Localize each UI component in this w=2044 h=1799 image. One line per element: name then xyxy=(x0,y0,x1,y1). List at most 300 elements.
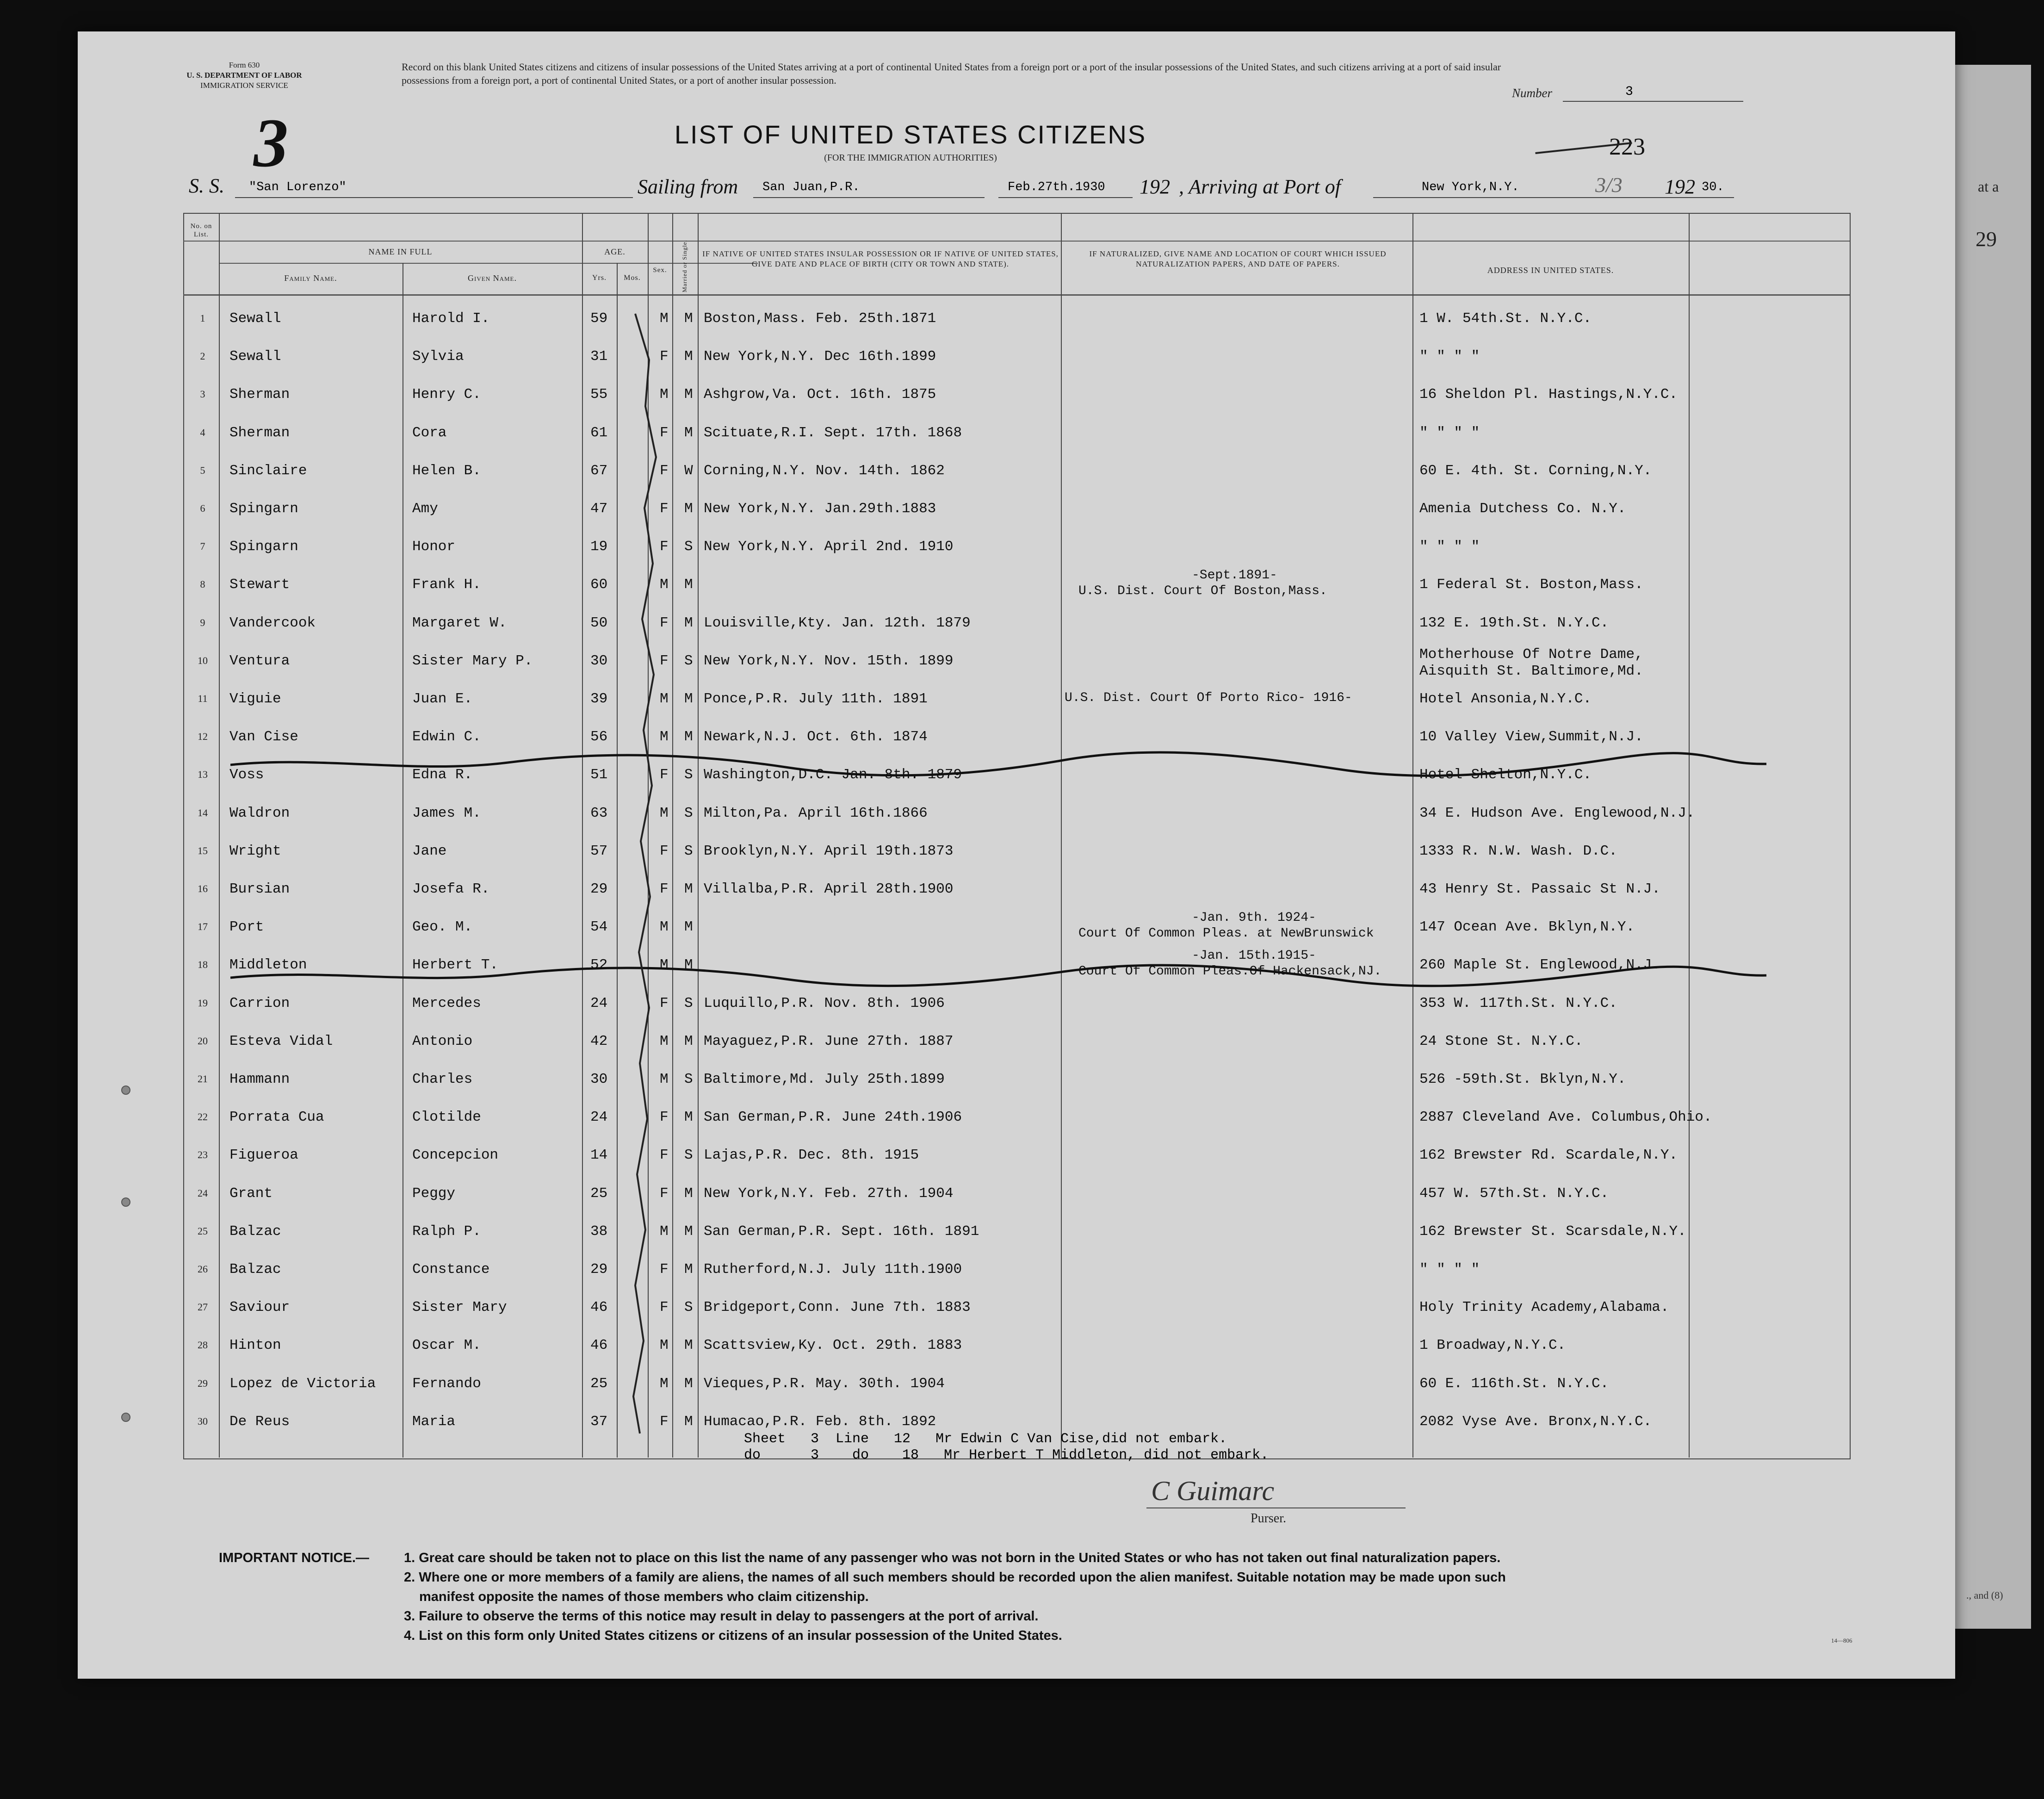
given-name: Concepcion xyxy=(412,1147,499,1164)
number-value: 3 xyxy=(1625,85,1633,99)
age-years: 38 xyxy=(590,1223,608,1240)
marital-status: M xyxy=(684,1033,693,1049)
punch-hole xyxy=(121,1197,130,1207)
year-printed-2: 192 xyxy=(1665,175,1695,198)
table-row xyxy=(183,530,1812,567)
table-row xyxy=(183,1025,1812,1062)
age-years: 51 xyxy=(590,767,608,783)
row-number: 30 xyxy=(198,1415,208,1427)
given-name: Edna R. xyxy=(412,767,473,783)
sex: F xyxy=(660,1413,669,1430)
table-row xyxy=(183,911,1812,948)
table-row xyxy=(183,1367,1812,1404)
birth-place-date: Scattsview,Ky. Oct. 29th. 1883 xyxy=(704,1337,962,1354)
birth-place-date: Newark,N.J. Oct. 6th. 1874 xyxy=(704,729,928,745)
marital-status: M xyxy=(684,386,693,403)
given-name: Helen B. xyxy=(412,462,481,479)
sailing-label: Sailing from xyxy=(638,175,738,198)
address: 10 Valley View,Summit,N.J. xyxy=(1419,729,1643,745)
check-marks xyxy=(617,304,672,1452)
arriving-label: , Arriving at Port of xyxy=(1179,175,1341,198)
header-married-or-single: Married or Single. xyxy=(681,240,688,292)
address: 162 Brewster St. Scarsdale,N.Y. xyxy=(1419,1223,1686,1240)
age-years: 46 xyxy=(590,1299,608,1316)
given-name: Fernando xyxy=(412,1375,481,1392)
ship-name: "San Lorenzo" xyxy=(249,180,347,194)
table-row xyxy=(183,416,1812,453)
birth-place-date: Bridgeport,Conn. June 7th. 1883 xyxy=(704,1299,971,1316)
notice-item-4: 4. List on this form only United States citizens or citizens of an insular possession of the United States. xyxy=(404,1628,1062,1643)
table-row xyxy=(183,302,1812,339)
back-page-text-at-a: at a xyxy=(1978,178,1999,195)
sex: F xyxy=(660,652,669,669)
given-name: Amy xyxy=(412,501,438,517)
age-years: 61 xyxy=(590,424,608,441)
address: 60 E. 4th. St. Corning,N.Y. xyxy=(1419,462,1652,479)
row-number: 13 xyxy=(198,769,208,781)
marital-status: W xyxy=(684,462,693,479)
address: 1 Broadway,N.Y.C. xyxy=(1419,1337,1566,1354)
age-years: 56 xyxy=(590,729,608,745)
row-number: 29 xyxy=(198,1377,208,1389)
year-printed-1: 192 xyxy=(1140,175,1170,198)
age-years: 52 xyxy=(590,957,608,974)
sex: M xyxy=(660,805,669,821)
family-name: Porrata Cua xyxy=(229,1109,324,1126)
header-name-in-full: NAME IN FULL xyxy=(368,247,433,256)
header-rule xyxy=(183,294,1850,296)
age-years: 39 xyxy=(590,691,608,707)
row-number: 21 xyxy=(198,1073,208,1085)
given-name: Frank H. xyxy=(412,577,481,593)
sex: F xyxy=(660,424,669,441)
family-name: Van Cise xyxy=(229,729,298,745)
header-yrs: Yrs. xyxy=(592,274,607,282)
form-instruction: Record on this blank United States citizens and citizens of insular possessions of the United States arriving at a port of continental United States from a foreign port or a port of the insular possessions of the United States, and such citizens arriving at a port of said insular possessions from a foreign port, a port of continental United States, or a port of another insular possession. xyxy=(402,61,1501,86)
birth-place-date: New York,N.Y. Jan.29th.1883 xyxy=(704,501,936,517)
given-name: Herbert T. xyxy=(412,957,499,974)
row-number: 7 xyxy=(200,540,205,552)
form-number: Form 630 xyxy=(229,61,260,69)
purser-label: Purser. xyxy=(1251,1511,1286,1526)
birth-place-date: Villalba,P.R. April 28th.1900 xyxy=(704,881,954,897)
marital-status: M xyxy=(684,1413,693,1430)
address: 526 -59th.St. Bklyn,N.Y. xyxy=(1419,1071,1626,1087)
birth-place-date: Scituate,R.I. Sept. 17th. 1868 xyxy=(704,424,962,441)
address: Hotel Shelton,N.Y.C. xyxy=(1419,767,1592,783)
birth-place-date: Boston,Mass. Feb. 25th.1871 xyxy=(704,310,936,327)
row-number: 28 xyxy=(198,1339,208,1351)
sex: F xyxy=(660,995,669,1011)
address: 2082 Vyse Ave. Bronx,N.Y.C. xyxy=(1419,1413,1652,1430)
family-name: Stewart xyxy=(229,577,290,593)
marital-status: M xyxy=(684,310,693,327)
sex: F xyxy=(660,1185,669,1202)
marital-status: M xyxy=(684,729,693,745)
form-title: LIST OF UNITED STATES CITIZENS xyxy=(674,120,1147,149)
family-name: Port xyxy=(229,919,264,936)
address: Hotel Ansonia,N.Y.C. xyxy=(1419,691,1592,707)
naturalization-date: -Jan. 15th.1915- xyxy=(1192,949,1316,963)
form-code: 14—806 xyxy=(1831,1637,1852,1644)
marital-status: M xyxy=(684,1185,693,1202)
sex: F xyxy=(660,614,669,631)
address: 2887 Cleveland Ave. Columbus,Ohio. xyxy=(1419,1109,1712,1126)
department-line: U. S. DEPARTMENT OF LABOR xyxy=(186,71,302,80)
birth-place-date: Luquillo,P.R. Nov. 8th. 1906 xyxy=(704,995,945,1011)
table-row xyxy=(183,340,1812,377)
table-row xyxy=(183,835,1812,872)
header-given-name: Given Name. xyxy=(468,273,517,283)
birth-place-date: New York,N.Y. Nov. 15th. 1899 xyxy=(704,652,954,669)
given-name: Margaret W. xyxy=(412,614,507,631)
notice-label: IMPORTANT NOTICE.— xyxy=(219,1551,369,1565)
age-years: 25 xyxy=(590,1185,608,1202)
given-name: Honor xyxy=(412,539,456,555)
row-number: 11 xyxy=(198,693,208,704)
marital-status: M xyxy=(684,614,693,631)
family-name: Sewall xyxy=(229,310,281,327)
sailing-underline xyxy=(753,197,985,198)
signature-underline xyxy=(1146,1507,1406,1508)
given-name: Maria xyxy=(412,1413,456,1430)
sex: M xyxy=(660,310,669,327)
age-years: 55 xyxy=(590,386,608,403)
family-name: Esteva Vidal xyxy=(229,1033,333,1049)
notice-item-1: 1. Great care should be taken not to place on this list the name of any passenger who was not born in the United States or who has not taken out final naturalization papers. xyxy=(404,1551,1501,1565)
address: 1333 R. N.W. Wash. D.C. xyxy=(1419,843,1617,859)
table-row xyxy=(183,492,1812,529)
marital-status: M xyxy=(684,501,693,517)
marital-status: S xyxy=(684,1147,693,1164)
sex: F xyxy=(660,348,669,365)
birth-place-date: Humacao,P.R. Feb. 8th. 1892 xyxy=(704,1413,936,1430)
family-name: Voss xyxy=(229,767,264,783)
address: 162 Brewster Rd. Scardale,N.Y. xyxy=(1419,1147,1678,1164)
row-number: 19 xyxy=(198,997,208,1009)
age-years: 14 xyxy=(590,1147,608,1164)
sex: F xyxy=(660,1261,669,1278)
arriving-port: New York,N.Y. xyxy=(1422,180,1519,194)
family-name: Saviour xyxy=(229,1299,290,1316)
naturalization-date: -Jan. 9th. 1924- xyxy=(1192,911,1316,925)
given-name: Juan E. xyxy=(412,691,473,707)
row-number: 10 xyxy=(198,654,208,666)
number-underline xyxy=(1563,101,1743,102)
sex: F xyxy=(660,462,669,479)
age-years: 19 xyxy=(590,539,608,555)
given-name: Ralph P. xyxy=(412,1223,481,1240)
age-years: 29 xyxy=(590,881,608,897)
address: " " " " xyxy=(1419,1261,1480,1278)
marital-status: M xyxy=(684,1261,693,1278)
punch-hole xyxy=(121,1413,130,1422)
row-number: 4 xyxy=(200,426,205,438)
header-address: ADDRESS IN UNITED STATES. xyxy=(1487,266,1614,275)
marital-status: M xyxy=(684,691,693,707)
sex: M xyxy=(660,957,669,974)
sex: F xyxy=(660,1109,669,1126)
family-name: Middleton xyxy=(229,957,307,974)
table-row xyxy=(183,987,1812,1024)
table-row xyxy=(183,1177,1812,1214)
family-name: Bursian xyxy=(229,881,290,897)
marital-status: M xyxy=(684,1375,693,1392)
remarks-line-1: Sheet 3 Line 12 Mr Edwin C Van Cise,did not embark. xyxy=(744,1431,1227,1447)
age-years: 31 xyxy=(590,348,608,365)
row-number: 27 xyxy=(198,1301,208,1313)
row-number: 14 xyxy=(198,806,208,819)
address: 353 W. 117th.St. N.Y.C. xyxy=(1419,995,1617,1011)
age-years: 57 xyxy=(590,843,608,859)
corner-number: 223 xyxy=(1609,134,1645,160)
row-number: 16 xyxy=(198,883,208,894)
back-page-text-29: 29 xyxy=(1976,227,1997,251)
number-label: Number xyxy=(1512,86,1552,100)
sex: M xyxy=(660,1337,669,1354)
family-name: Sinclaire xyxy=(229,462,307,479)
row-number: 3 xyxy=(200,388,205,400)
address: 1 W. 54th.St. N.Y.C. xyxy=(1419,310,1592,327)
age-years: 25 xyxy=(590,1375,608,1392)
arrival-date: 3/3 xyxy=(1595,173,1623,197)
marital-status: M xyxy=(684,1109,693,1126)
family-name: Spingarn xyxy=(229,539,298,555)
birth-place-date: Lajas,P.R. Dec. 8th. 1915 xyxy=(704,1147,919,1164)
family-name: Ventura xyxy=(229,652,290,669)
table-row xyxy=(183,1329,1812,1366)
sex: M xyxy=(660,729,669,745)
marital-status: S xyxy=(684,995,693,1011)
address: Motherhouse Of Notre Dame, xyxy=(1419,646,1643,663)
address: 260 Maple St. Englewood,N.J. xyxy=(1419,957,1660,974)
marital-status: M xyxy=(684,919,693,936)
age-years: 59 xyxy=(590,310,608,327)
birth-place-date: Milton,Pa. April 16th.1866 xyxy=(704,805,928,821)
row-number: 26 xyxy=(198,1263,208,1275)
strike-line-row-18 xyxy=(230,962,1771,989)
row-number: 25 xyxy=(198,1225,208,1237)
remarks-line-2: do 3 do 18 Mr Herbert T Middleton, did not embark. xyxy=(744,1447,1269,1463)
age-years: 37 xyxy=(590,1413,608,1430)
age-years: 67 xyxy=(590,462,608,479)
row-number: 20 xyxy=(198,1035,208,1047)
row-number: 22 xyxy=(198,1111,208,1123)
marital-status: S xyxy=(684,539,693,555)
address: 34 E. Hudson Ave. Englewood,N.J. xyxy=(1419,805,1695,821)
marital-status: M xyxy=(684,1223,693,1240)
row-number: 17 xyxy=(198,921,208,933)
given-name: Clotilde xyxy=(412,1109,481,1126)
header-sex: Sex. xyxy=(653,267,667,274)
family-name: Lopez de Victoria xyxy=(229,1375,376,1392)
given-name: Edwin C. xyxy=(412,729,481,745)
birth-place-date: Louisville,Kty. Jan. 12th. 1879 xyxy=(704,614,971,631)
family-name: Waldron xyxy=(229,805,290,821)
row-number: 9 xyxy=(200,616,205,628)
age-years: 63 xyxy=(590,805,608,821)
notice-item-2-cont: manifest opposite the names of those members who claim citizenship. xyxy=(419,1589,869,1604)
sex: M xyxy=(660,1071,669,1087)
age-years: 50 xyxy=(590,614,608,631)
birth-place-date: Rutherford,N.J. July 11th.1900 xyxy=(704,1261,962,1278)
header-age: AGE. xyxy=(604,247,626,256)
sex: M xyxy=(660,1033,669,1049)
ss-label: S. S. xyxy=(189,174,224,197)
given-name: Geo. M. xyxy=(412,919,473,936)
sex: F xyxy=(660,881,669,897)
given-name: Harold I. xyxy=(412,310,490,327)
given-name: Sister Mary xyxy=(412,1299,507,1316)
sex: M xyxy=(660,919,669,936)
table-row xyxy=(183,607,1812,644)
birth-place-date: Brooklyn,N.Y. April 19th.1873 xyxy=(704,843,954,859)
sex: F xyxy=(660,539,669,555)
table-row xyxy=(183,645,1812,682)
marital-status: M xyxy=(684,577,693,593)
given-name: Mercedes xyxy=(412,995,481,1011)
naturalization-court: U.S. Dist. Court Of Boston,Mass. xyxy=(1078,584,1327,599)
family-name: Figueroa xyxy=(229,1147,298,1164)
family-name: Wright xyxy=(229,843,281,859)
row-number: 18 xyxy=(198,959,208,971)
sex: M xyxy=(660,577,669,593)
table-row xyxy=(183,454,1812,491)
header-subrule xyxy=(219,263,758,264)
address: 60 E. 116th.St. N.Y.C. xyxy=(1419,1375,1609,1392)
family-name: Viguie xyxy=(229,691,281,707)
handwritten-mark: 3 xyxy=(254,105,288,181)
notice-item-2: 2. Where one or more members of a family are aliens, the names of all such members should be recorded upon the alien manifest. Suitable notation may be made upon such xyxy=(404,1570,1506,1585)
row-number: 24 xyxy=(198,1187,208,1199)
address: Holy Trinity Academy,Alabama. xyxy=(1419,1299,1669,1316)
given-name: Henry C. xyxy=(412,386,481,403)
sex: F xyxy=(660,767,669,783)
sex: F xyxy=(660,501,669,517)
birth-place-date: Corning,N.Y. Nov. 14th. 1862 xyxy=(704,462,945,479)
age-years: 46 xyxy=(590,1337,608,1354)
address: 16 Sheldon Pl. Hastings,N.Y.C. xyxy=(1419,386,1678,403)
table-row xyxy=(183,1101,1812,1138)
family-name: De Reus xyxy=(229,1413,290,1430)
given-name: Jane xyxy=(412,843,447,859)
birth-place-date: San German,P.R. June 24th.1906 xyxy=(704,1109,962,1126)
age-years: 30 xyxy=(590,652,608,669)
address: " " " " xyxy=(1419,539,1480,555)
address: 147 Ocean Ave. Bklyn,N.Y. xyxy=(1419,919,1635,936)
address: 43 Henry St. Passaic St N.J. xyxy=(1419,881,1660,897)
sailing-from: San Juan,P.R. xyxy=(762,180,860,194)
address: Amenia Dutchess Co. N.Y. xyxy=(1419,501,1626,517)
given-name: Cora xyxy=(412,424,447,441)
family-name: Spingarn xyxy=(229,501,298,517)
address: " " " " xyxy=(1419,424,1480,441)
family-name: Sewall xyxy=(229,348,281,365)
header-no-on-list: No. on List. xyxy=(190,223,212,238)
sailing-date-underline xyxy=(998,197,1133,198)
row-number: 6 xyxy=(200,502,205,514)
marital-status: M xyxy=(684,881,693,897)
table-row xyxy=(183,797,1812,834)
given-name: Constance xyxy=(412,1261,490,1278)
birth-place-date: New York,N.Y. Dec 16th.1899 xyxy=(704,348,936,365)
sex: M xyxy=(660,1223,669,1240)
table-row xyxy=(183,568,1812,605)
notice-item-3: 3. Failure to observe the terms of this notice may result in delay to passengers at the port of arrival. xyxy=(404,1609,1039,1624)
table-row xyxy=(183,682,1812,720)
age-years: 29 xyxy=(590,1261,608,1278)
address: 1 Federal St. Boston,Mass. xyxy=(1419,577,1643,593)
year-typed: 30. xyxy=(1702,180,1724,194)
given-name: James M. xyxy=(412,805,481,821)
header-mos: Mos. xyxy=(624,274,641,282)
ship-underline xyxy=(235,197,633,198)
marital-status: M xyxy=(684,424,693,441)
row-number: 15 xyxy=(198,844,208,856)
family-name: Grant xyxy=(229,1185,273,1202)
age-years: 24 xyxy=(590,1109,608,1126)
address-line-2: Aisquith St. Baltimore,Md. xyxy=(1419,663,1643,679)
header-family-name: Family Name. xyxy=(284,273,337,283)
marital-status: S xyxy=(684,767,693,783)
naturalization-court: Court Of Common Pleas. at NewBrunswick xyxy=(1078,926,1374,941)
family-name: Balzac xyxy=(229,1223,281,1240)
naturalization-court: U.S. Dist. Court Of Porto Rico- 1916- xyxy=(1065,691,1352,705)
given-name: Peggy xyxy=(412,1185,456,1202)
row-number: 8 xyxy=(200,578,205,590)
marital-status: M xyxy=(684,1337,693,1354)
family-name: Vandercook xyxy=(229,614,316,631)
birth-place-date: New York,N.Y. April 2nd. 1910 xyxy=(704,539,954,555)
age-years: 60 xyxy=(590,577,608,593)
header-birth: IF NATIVE OF UNITED STATES INSULAR POSSESSION OR IF NATIVE OF UNITED STATES, GIVE DATE AND PLACE OF BIRTH (CITY OR TOWN AND STATE). xyxy=(702,249,1059,268)
age-years: 30 xyxy=(590,1071,608,1087)
given-name: Antonio xyxy=(412,1033,473,1049)
given-name: Sylvia xyxy=(412,348,464,365)
given-name: Sister Mary P. xyxy=(412,652,533,669)
back-page-text-and: ., and (8) xyxy=(1966,1589,2003,1601)
family-name: Sherman xyxy=(229,424,290,441)
birth-place-date: Ashgrow,Va. Oct. 16th. 1875 xyxy=(704,386,936,403)
sex: M xyxy=(660,386,669,403)
birth-place-date: Ponce,P.R. July 11th. 1891 xyxy=(704,691,928,707)
family-name: Hammann xyxy=(229,1071,290,1087)
sex: M xyxy=(660,1375,669,1392)
header-naturalized: IF NATURALIZED, GIVE NAME AND LOCATION OF COURT WHICH ISSUED NATURALIZATION PAPERS, AND DATE OF PAPERS. xyxy=(1089,249,1387,268)
family-name: Hinton xyxy=(229,1337,281,1354)
birth-place-date: Washington,D.C. Jan. 8th. 1879 xyxy=(704,767,962,783)
address: " " " " xyxy=(1419,348,1480,365)
naturalization-court: Court Of Common Pleas.Of Hackensack,NJ. xyxy=(1078,964,1382,979)
age-years: 24 xyxy=(590,995,608,1011)
manifest-sheet xyxy=(78,31,1955,1679)
sex: M xyxy=(660,691,669,707)
birth-place-date: New York,N.Y. Feb. 27th. 1904 xyxy=(704,1185,954,1202)
marital-status: M xyxy=(684,957,693,974)
family-name: Carrion xyxy=(229,995,290,1011)
table-row xyxy=(183,1139,1812,1176)
row-number: 5 xyxy=(200,464,205,476)
header-rule xyxy=(183,241,1850,242)
sex: F xyxy=(660,843,669,859)
row-number: 23 xyxy=(198,1149,208,1161)
naturalization-date: -Sept.1891- xyxy=(1192,568,1277,583)
table-row xyxy=(183,378,1812,415)
table-row xyxy=(183,1215,1812,1252)
age-years: 54 xyxy=(590,919,608,936)
address: 24 Stone St. N.Y.C. xyxy=(1419,1033,1583,1049)
family-name: Balzac xyxy=(229,1261,281,1278)
